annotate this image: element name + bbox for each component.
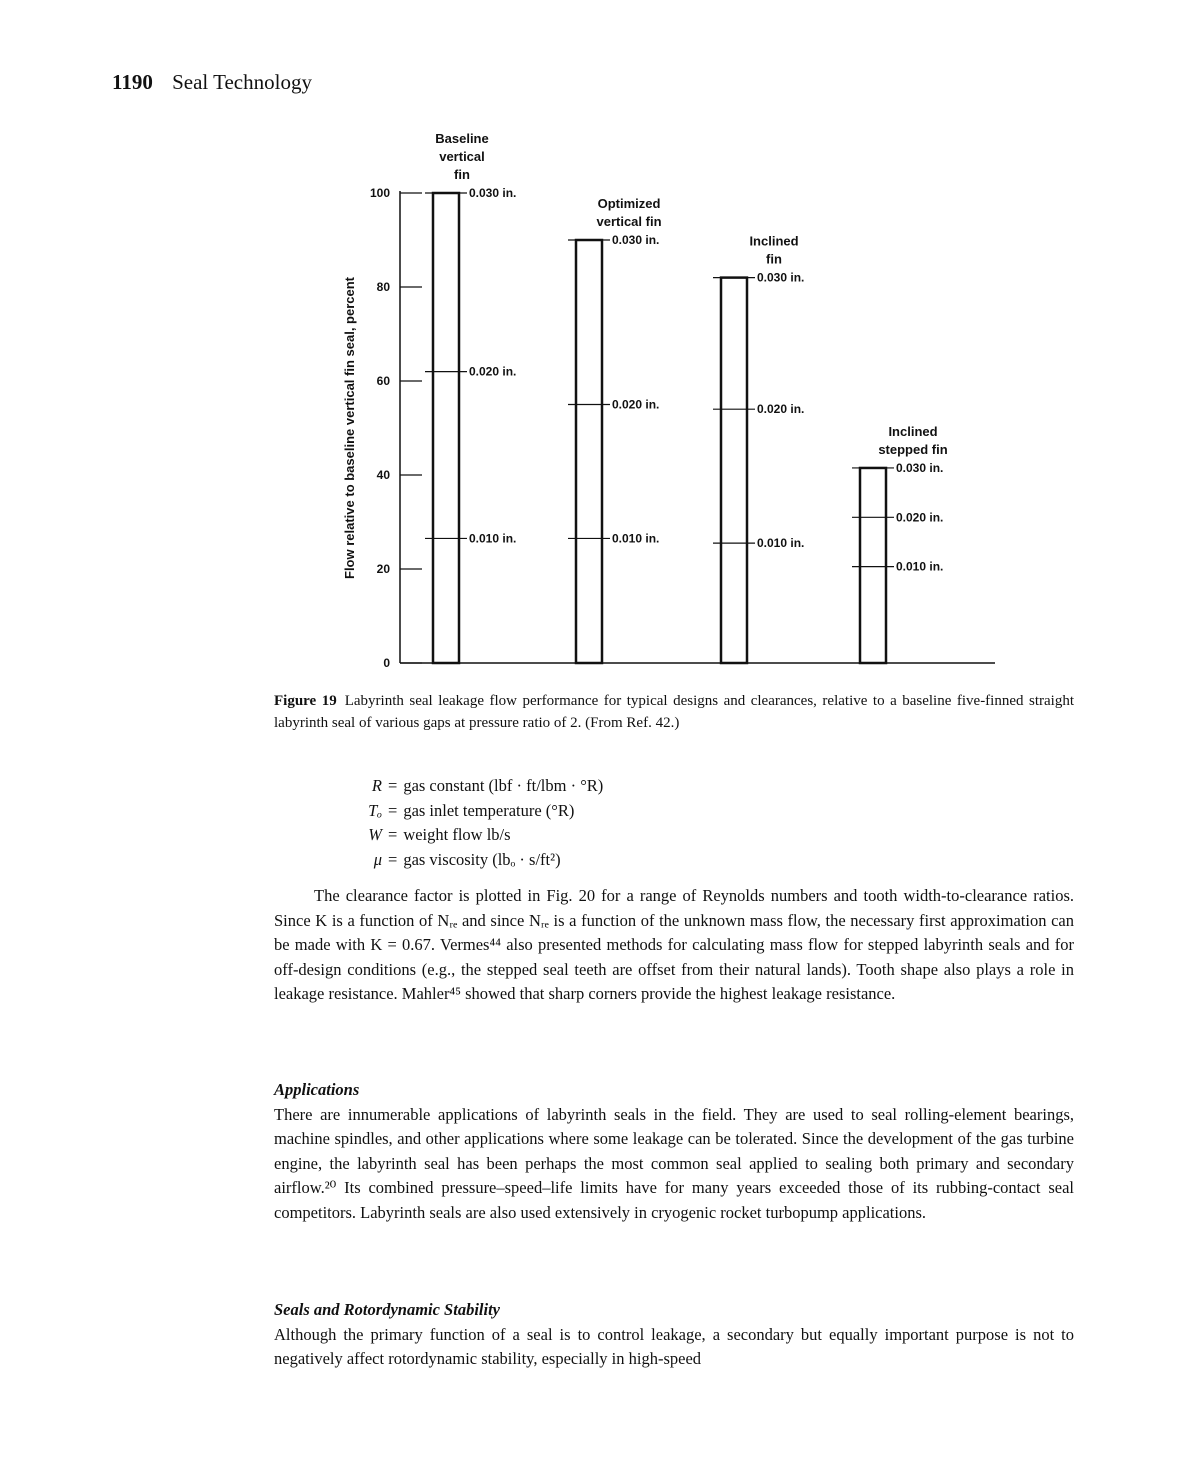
definition-text: gas inlet temperature (°R) xyxy=(403,800,575,820)
leakage-flow-chart xyxy=(330,118,1010,678)
paragraph-text: The clearance factor is plotted in Fig. 20 for a range of Reynolds numbers and tooth width-to-clearance ratios. Since K is a function of Nᵣₑ and since Nᵣₑ is a function of the unknown mass flow, the necessary first approximation can be made with K = 0.67. Vermes⁴⁴ also presented methods for calculating mass flow for stepped labyrinth seals and for off-design conditions (e.g., the stepped seal teeth are offset from their natural lands). Tooth shape also plays a role in leakage resistance. Mahler⁴⁵ showed that sharp corners provide the highest leakage resistance. xyxy=(274,886,1074,1003)
definition-symbol: W xyxy=(368,825,382,844)
clearance-label: 0.020 in. xyxy=(612,397,660,412)
definition-symbol: μ xyxy=(373,849,382,869)
paragraph-text: Although the primary function of a seal is to control leakage, a secondary but equally important purpose is not to negatively affect rotordynamic stability, especially in high-speed xyxy=(274,1324,1074,1368)
bar-name-label: vertical xyxy=(439,149,485,164)
bar-name-label: vertical fin xyxy=(596,214,662,229)
definition-text: gas constant (lbf · ft/lbm · °R) xyxy=(403,776,604,795)
section-heading: Applications xyxy=(274,1080,360,1099)
bar xyxy=(860,468,886,663)
y-tick-label: 0 xyxy=(383,656,390,670)
page-number: 1190 xyxy=(112,70,153,94)
bar-name-label: stepped fin xyxy=(878,441,948,457)
clearance-label: 0.030 in. xyxy=(469,186,517,200)
definition-row xyxy=(330,799,603,824)
clearance-label: 0.020 in. xyxy=(896,510,944,525)
clearance-label: 0.020 in. xyxy=(757,402,805,417)
bar-name-label: fin xyxy=(766,251,782,267)
equals-sign: = xyxy=(388,825,398,844)
clearance-label: 0.010 in. xyxy=(612,531,660,546)
equals-sign: = xyxy=(388,800,398,820)
definition-text: weight flow lb/s xyxy=(403,825,511,844)
y-tick-label: 100 xyxy=(369,186,390,200)
bar xyxy=(721,278,747,663)
figure-caption xyxy=(274,690,1074,734)
paragraph-text: There are innumerable applications of labyrinth seals in the field. They are used to seal rolling-element bearings, machine spindles, and other applications where some leakage can be tolerated. Since the development of the gas turbine engine, the labyrinth seal has been perhaps the most common seal applied to sealing both primary and secondary airflow.²⁰ Its combined pressure–speed–life limits have for many years exceeded those of its rubbing-contact seal competitors. Labyrinth seals are also used extensively in cryogenic rocket turbopump applications. xyxy=(274,1104,1074,1222)
running-header xyxy=(112,70,312,95)
clearance-label: 0.010 in. xyxy=(469,531,517,546)
paragraph-clearance-factor xyxy=(274,884,1074,1007)
section-rotordynamic-stability xyxy=(274,1298,1074,1372)
bar-name-label: Baseline xyxy=(435,131,489,146)
clearance-label: 0.030 in. xyxy=(896,460,944,475)
bar-name-label: fin xyxy=(454,167,470,182)
bar-name-label: Inclined xyxy=(888,423,938,439)
y-axis-label: Flow relative to baseline vertical fin seal, percent xyxy=(342,276,357,580)
figure-caption-text: Labyrinth seal leakage flow performance for typical designs and clearances, relative to a baseline five-finned straight labyrinth seal of various gaps at pressure ratio of 2. (From Ref. 42.) xyxy=(274,693,1074,731)
y-tick-label: 80 xyxy=(376,280,390,294)
y-tick-label: 40 xyxy=(376,468,390,482)
y-tick-label: 20 xyxy=(376,562,390,576)
clearance-label: 0.010 in. xyxy=(896,559,944,574)
bar-name-label: Inclined xyxy=(749,233,799,249)
section-heading: Seals and Rotordynamic Stability xyxy=(274,1300,500,1319)
symbol-definitions xyxy=(330,774,603,872)
clearance-label: 0.030 in. xyxy=(757,270,805,285)
definition-symbol: Tₒ xyxy=(368,800,382,820)
bar xyxy=(576,240,602,663)
section-applications xyxy=(274,1078,1074,1225)
definition-row xyxy=(330,848,603,873)
bar-name-label: Optimized xyxy=(597,196,661,211)
definition-row xyxy=(330,823,603,848)
bar xyxy=(433,193,459,663)
figure-label: Figure 19 xyxy=(274,693,337,709)
y-tick-label: 60 xyxy=(376,374,390,388)
definition-row xyxy=(330,774,603,799)
equals-sign: = xyxy=(388,776,398,795)
definition-symbol: R xyxy=(371,776,382,795)
clearance-label: 0.030 in. xyxy=(612,233,660,247)
clearance-label: 0.020 in. xyxy=(469,364,517,379)
running-title: Seal Technology xyxy=(172,70,312,94)
definition-text: gas viscosity (lbₒ · s/ft²) xyxy=(403,849,561,869)
clearance-label: 0.010 in. xyxy=(757,536,805,551)
equals-sign: = xyxy=(388,849,398,869)
